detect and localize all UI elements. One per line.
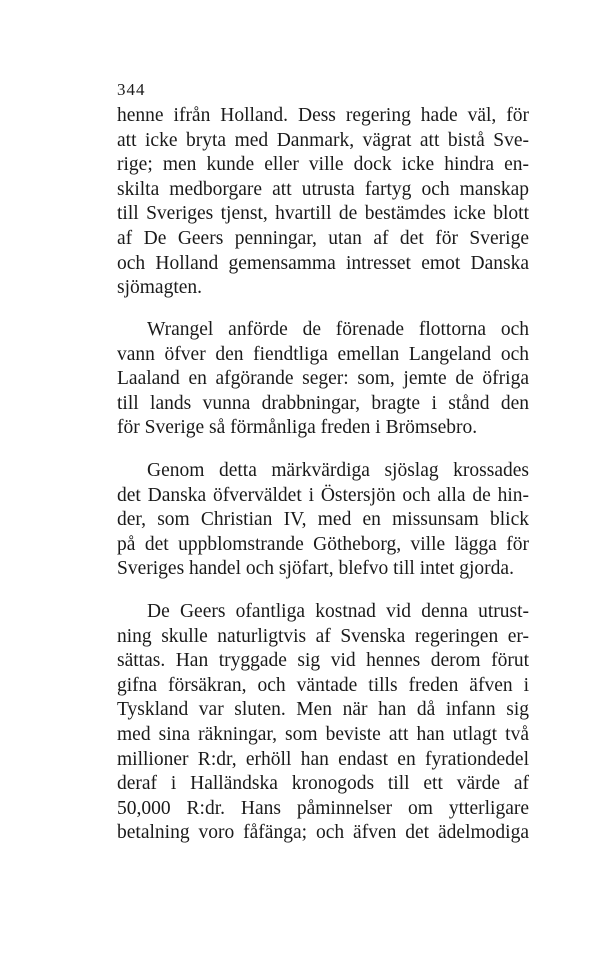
text-line: sjömagten. — [117, 277, 203, 299]
text-line: på det uppblomstrande Götheborg, ville lägga för — [117, 533, 529, 555]
text-line: Laaland en afgörande seger: som, jemte de öfriga — [117, 368, 529, 390]
text-line: gifna försäkran, och väntade tills freden äfven i — [117, 674, 529, 696]
text-line: der, som Christian IV, med en missunsam blick — [117, 509, 529, 531]
paragraph-1 — [117, 104, 529, 301]
text-line: millioner R:dr, erhöll han endast en fyrationdedel — [117, 748, 529, 770]
paragraph-4 — [117, 600, 529, 846]
text-line: sättas. Han tryggade sig vid hennes derom förut — [117, 650, 529, 672]
text-line: De Geers ofantliga kostnad vid denna utrust- — [147, 601, 529, 622]
paragraph-3 — [117, 459, 529, 582]
text-line: 50,000 R:dr. Hans påminnelser om ytterligare — [117, 797, 529, 819]
text-line: för Sverige så förmånliga freden i Brömsebro. — [117, 417, 478, 439]
text-line: med sina räkningar, som beviste att han utlagt två — [117, 723, 529, 745]
text-line: och Holland gemensamma intresset emot Danska — [117, 252, 529, 274]
paragraph-2 — [117, 318, 529, 441]
text-line: Wrangel anförde de förenade flottorna och — [147, 319, 529, 340]
text-line: Genom detta märkvärdiga sjöslag krossades — [147, 460, 529, 481]
text-line: betalning voro fåfänga; och äfven det ädelmodiga — [117, 822, 529, 844]
text-line: till lands vunna drabbningar, bragte i stånd den — [117, 392, 529, 414]
text-line: till Sveriges tjenst, hvartill de bestämdes icke blott — [117, 203, 529, 225]
text-line: det Danska öfverväldet i Östersjön och alla de hin- — [117, 484, 529, 506]
text-line: rige; men kunde eller ville dock icke hindra en- — [117, 154, 529, 176]
text-line: skilta medborgare att utrusta fartyg och manskap — [117, 178, 529, 200]
text-line: Sveriges handel och sjöfart, blefvo till intet gjorda. — [117, 558, 514, 580]
text-line: henne ifrån Holland. Dess regering hade väl, för — [117, 105, 529, 126]
page-number: 344 — [117, 80, 146, 99]
text-line: af De Geers penningar, utan af det för Sverige — [117, 227, 529, 249]
text-line: Tyskland var sluten. Men när han då infann sig — [117, 699, 529, 721]
text-line: ning skulle naturligtvis af Svenska regeringen er- — [117, 625, 529, 647]
text-line: att icke bryta med Danmark, vägrat att bistå Sve- — [117, 129, 529, 151]
text-line: deraf i Halländska kronogods till ett värde af — [117, 773, 529, 795]
text-line: vann öfver den fiendtliga emellan Langeland och — [117, 343, 529, 365]
